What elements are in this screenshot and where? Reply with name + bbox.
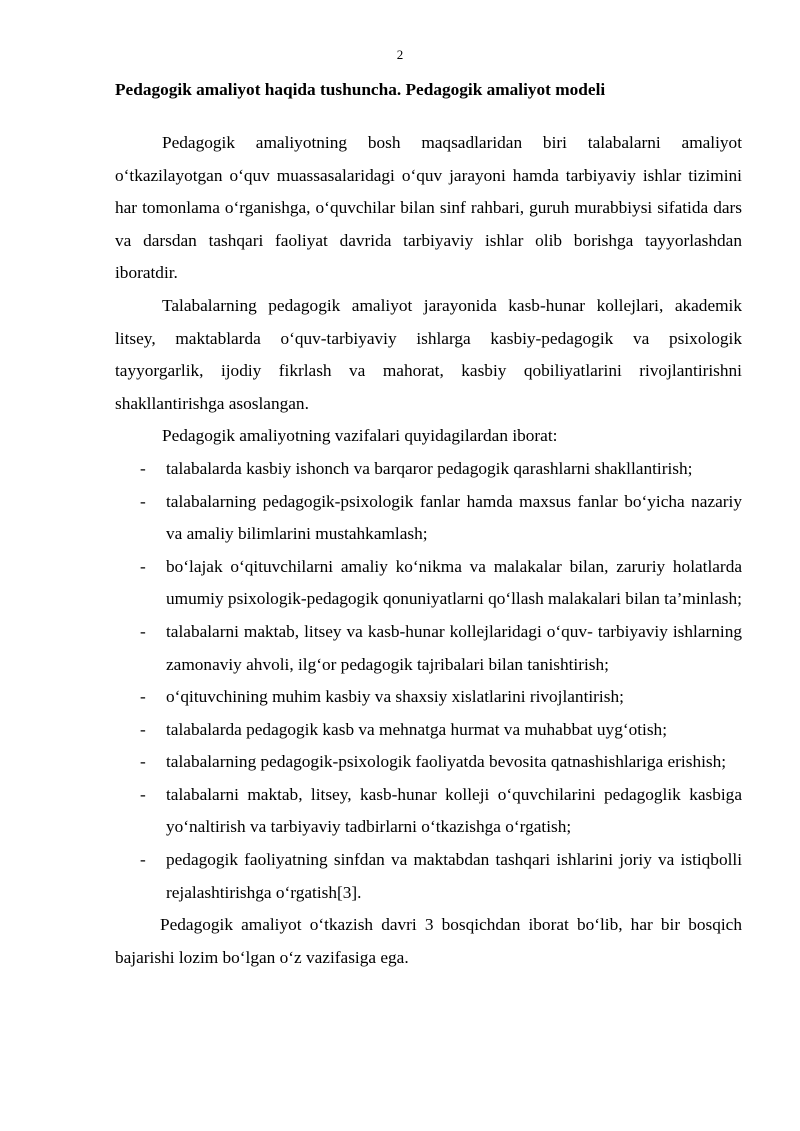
list-item-text: talabalarda pedagogik kasb va mehnatga hurmat va muhabbat uyg‘otish; bbox=[166, 719, 667, 739]
list-item-text: o‘qituvchining muhim kasbiy va shaxsiy xislatlarini rivojlantirish; bbox=[166, 687, 624, 707]
page-number: 2 bbox=[396, 47, 404, 62]
list-item bbox=[115, 779, 742, 844]
list-item-text: talabalarni maktab, litsey va kasb-hunar kollejlaridagi o‘quv- tarbiyaviy ishlarning zamonaviy ahvoli, ilg‘or pedagogik tajribalari bilan tanishtirish; bbox=[166, 621, 742, 674]
list-item bbox=[115, 616, 742, 681]
dash-bullet: - bbox=[140, 850, 146, 870]
paragraph-basis: Talabalarning pedagogik amaliyot jarayonida kasb-hunar kollejlari, akademik litsey, maktablarda o‘quv-tarbiyaviy ishlarga kasbiy-pedagogik va psixologik tayyorgarlik, ijodiy fikrlash va mahorat, kasbiy qobiliyatlarini rivojlantirishni shakllantirishga asoslangan. bbox=[115, 295, 742, 413]
tasks-intro: Pedagogik amaliyotning vazifalari quyidagilardan iborat: bbox=[162, 426, 558, 446]
list-item bbox=[115, 714, 742, 747]
list-item bbox=[115, 486, 742, 551]
list-item bbox=[115, 681, 742, 714]
dash-bullet: - bbox=[140, 719, 146, 739]
dash-bullet: - bbox=[140, 687, 146, 707]
dash-bullet: - bbox=[140, 556, 146, 576]
section-heading: Pedagogik amaliyot haqida tushuncha. Pedagogik amaliyot modeli bbox=[115, 80, 606, 99]
document-body bbox=[115, 127, 742, 974]
list-item-text: talabalarning pedagogik-psixologik faoliyatda bevosita qatnashishlariga erishish; bbox=[166, 752, 727, 772]
list-item bbox=[115, 551, 742, 616]
dash-bullet: - bbox=[140, 491, 146, 511]
list-item-text: talabalarni maktab, litsey, kasb-hunar kolleji o‘quvchilarini pedagoglik kasbiga yo‘naltirish va tarbiyaviy tadbirlarni o‘tkazishga o‘rgatish; bbox=[166, 784, 742, 837]
list-item-text: talabalarning pedagogik-psixologik fanlar hamda maxsus fanlar bo‘yicha nazariy va amaliy bilimlarini mustahkamlash; bbox=[166, 491, 742, 544]
dash-bullet: - bbox=[140, 752, 146, 772]
paragraph-closing: Pedagogik amaliyot o‘tkazish davri 3 bosqichdan iborat bo‘lib, har bir bosqich bajarishi lozim bo‘lgan o‘z vazifasiga ega. bbox=[115, 915, 742, 967]
list-item bbox=[115, 453, 742, 486]
list-item bbox=[115, 746, 742, 779]
dash-bullet: - bbox=[140, 621, 146, 641]
dash-bullet: - bbox=[140, 784, 146, 804]
list-item-text: talabalarda kasbiy ishonch va barqaror pedagogik qarashlarni shakllantirish; bbox=[166, 458, 693, 478]
dash-bullet: - bbox=[140, 458, 146, 478]
list-item bbox=[115, 844, 742, 909]
tasks-list bbox=[115, 453, 742, 909]
paragraph-goal: Pedagogik amaliyotning bosh maqsadlaridan biri talabalarni amaliyot o‘tkazilayotgan o‘quv muassasalaridagi o‘quv jarayoni hamda tarbiyaviy ishlar tizimini har tomonlama o‘rganishga, o‘quvchilar bilan sinf rahbari, guruh murabbiysi sifatida dars va darsdan tashqari faoliyat davrida tarbiyaviy ishlar olib borishga tayyorlashdan iboratdir. bbox=[115, 133, 742, 283]
list-item-text: bo‘lajak o‘qituvchilarni amaliy ko‘nikma va malakalar bilan, zaruriy holatlarda umumiy psixologik-pedagogik qonuniyatlarni qo‘llash malakalari bilan ta’minlash; bbox=[166, 556, 742, 609]
list-item-text: pedagogik faoliyatning sinfdan va maktabdan tashqari ishlarini joriy va istiqbolli rejalashtirishga o‘rgatish[3]. bbox=[166, 850, 742, 902]
